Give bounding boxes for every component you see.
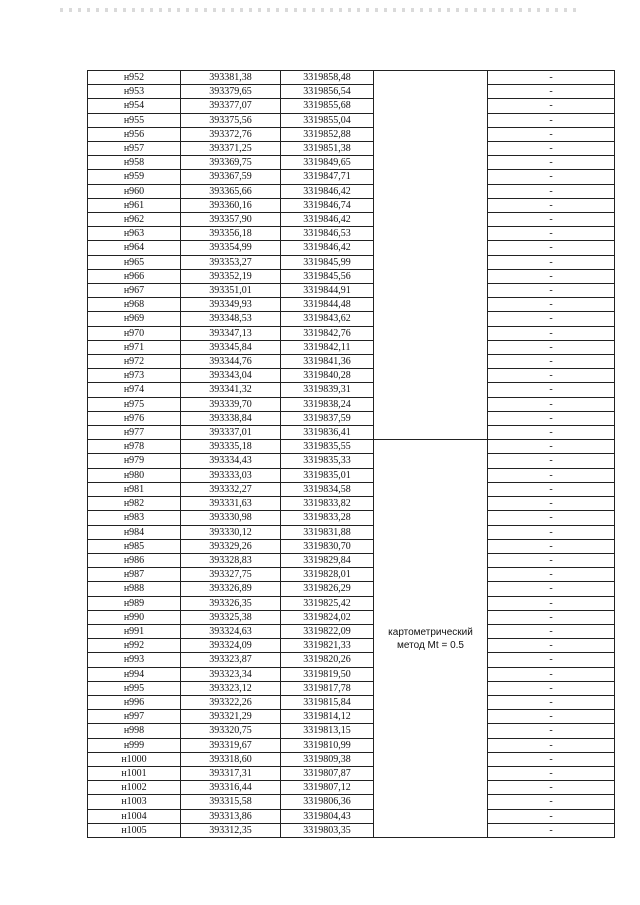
point-id-cell: н994 (88, 667, 181, 681)
y-coordinate-cell: 3319847,71 (281, 170, 374, 184)
error-value-cell: - (488, 695, 615, 709)
coordinates-table (87, 70, 615, 838)
x-coordinate-cell: 393341,32 (181, 383, 281, 397)
y-coordinate-cell: 3319846,74 (281, 198, 374, 212)
point-id-cell: н982 (88, 497, 181, 511)
y-coordinate-cell: 3319804,43 (281, 809, 374, 823)
error-value-cell: - (488, 667, 615, 681)
error-value-cell: - (488, 639, 615, 653)
y-coordinate-cell: 3319817,78 (281, 681, 374, 695)
error-value-cell: - (488, 440, 615, 454)
error-value-cell: - (488, 71, 615, 85)
x-coordinate-cell: 393356,18 (181, 227, 281, 241)
x-coordinate-cell: 393348,53 (181, 312, 281, 326)
error-value-cell: - (488, 355, 615, 369)
x-coordinate-cell: 393372,76 (181, 127, 281, 141)
point-id-cell: н961 (88, 198, 181, 212)
x-coordinate-cell: 393325,38 (181, 610, 281, 624)
error-value-cell: - (488, 326, 615, 340)
x-coordinate-cell: 393379,65 (181, 85, 281, 99)
x-coordinate-cell: 393324,09 (181, 639, 281, 653)
x-coordinate-cell: 393313,86 (181, 809, 281, 823)
point-id-cell: н962 (88, 213, 181, 227)
y-coordinate-cell: 3319803,35 (281, 823, 374, 837)
coordinates-table-body (88, 71, 615, 838)
point-id-cell: н972 (88, 355, 181, 369)
y-coordinate-cell: 3319824,02 (281, 610, 374, 624)
point-id-cell: н974 (88, 383, 181, 397)
y-coordinate-cell: 3319820,26 (281, 653, 374, 667)
error-value-cell: - (488, 99, 615, 113)
x-coordinate-cell: 393334,43 (181, 454, 281, 468)
table-row (88, 156, 615, 170)
table-row (88, 482, 615, 496)
table-row (88, 213, 615, 227)
error-value-cell: - (488, 653, 615, 667)
point-id-cell: н956 (88, 127, 181, 141)
y-coordinate-cell: 3319835,55 (281, 440, 374, 454)
error-value-cell: - (488, 681, 615, 695)
error-value-cell: - (488, 227, 615, 241)
point-id-cell: н983 (88, 511, 181, 525)
table-row (88, 440, 615, 454)
point-id-cell: н1001 (88, 766, 181, 780)
x-coordinate-cell: 393360,16 (181, 198, 281, 212)
y-coordinate-cell: 3319834,58 (281, 482, 374, 496)
error-value-cell: - (488, 568, 615, 582)
y-coordinate-cell: 3319858,48 (281, 71, 374, 85)
point-id-cell: н1002 (88, 781, 181, 795)
x-coordinate-cell: 393332,27 (181, 482, 281, 496)
y-coordinate-cell: 3319840,28 (281, 369, 374, 383)
method-cell-empty (374, 71, 488, 440)
table-row (88, 681, 615, 695)
method-label-line2: метод Mt = 0.5 (397, 639, 464, 651)
error-value-cell: - (488, 497, 615, 511)
table-row (88, 781, 615, 795)
y-coordinate-cell: 3319844,91 (281, 284, 374, 298)
table-row (88, 355, 615, 369)
table-row (88, 184, 615, 198)
error-value-cell: - (488, 184, 615, 198)
x-coordinate-cell: 393343,04 (181, 369, 281, 383)
y-coordinate-cell: 3319814,12 (281, 710, 374, 724)
y-coordinate-cell: 3319851,38 (281, 142, 374, 156)
x-coordinate-cell: 393331,63 (181, 497, 281, 511)
x-coordinate-cell: 393351,01 (181, 284, 281, 298)
error-value-cell: - (488, 298, 615, 312)
table-row (88, 369, 615, 383)
x-coordinate-cell: 393330,12 (181, 525, 281, 539)
point-id-cell: н992 (88, 639, 181, 653)
table-row (88, 766, 615, 780)
point-id-cell: н966 (88, 269, 181, 283)
table-row (88, 227, 615, 241)
y-coordinate-cell: 3319843,62 (281, 312, 374, 326)
error-value-cell: - (488, 511, 615, 525)
y-coordinate-cell: 3319838,24 (281, 397, 374, 411)
y-coordinate-cell: 3319842,11 (281, 340, 374, 354)
point-id-cell: н988 (88, 582, 181, 596)
point-id-cell: н989 (88, 596, 181, 610)
error-value-cell: - (488, 610, 615, 624)
x-coordinate-cell: 393375,56 (181, 113, 281, 127)
point-id-cell: н987 (88, 568, 181, 582)
error-value-cell: - (488, 795, 615, 809)
x-coordinate-cell: 393345,84 (181, 340, 281, 354)
point-id-cell: н953 (88, 85, 181, 99)
y-coordinate-cell: 3319810,99 (281, 738, 374, 752)
y-coordinate-cell: 3319826,29 (281, 582, 374, 596)
x-coordinate-cell: 393320,75 (181, 724, 281, 738)
point-id-cell: н980 (88, 468, 181, 482)
x-coordinate-cell: 393328,83 (181, 553, 281, 567)
y-coordinate-cell: 3319841,36 (281, 355, 374, 369)
y-coordinate-cell: 3319807,12 (281, 781, 374, 795)
point-id-cell: н971 (88, 340, 181, 354)
table-row (88, 454, 615, 468)
table-row (88, 795, 615, 809)
error-value-cell: - (488, 127, 615, 141)
point-id-cell: н952 (88, 71, 181, 85)
error-value-cell: - (488, 411, 615, 425)
table-row (88, 127, 615, 141)
point-id-cell: н965 (88, 255, 181, 269)
y-coordinate-cell: 3319822,09 (281, 624, 374, 638)
x-coordinate-cell: 393330,98 (181, 511, 281, 525)
error-value-cell: - (488, 781, 615, 795)
error-value-cell: - (488, 624, 615, 638)
x-coordinate-cell: 393327,75 (181, 568, 281, 582)
table-row (88, 198, 615, 212)
method-cell (374, 440, 488, 838)
point-id-cell: н957 (88, 142, 181, 156)
table-row (88, 724, 615, 738)
error-value-cell: - (488, 369, 615, 383)
error-value-cell: - (488, 340, 615, 354)
point-id-cell: н963 (88, 227, 181, 241)
table-row (88, 397, 615, 411)
y-coordinate-cell: 3319813,15 (281, 724, 374, 738)
y-coordinate-cell: 3319846,42 (281, 184, 374, 198)
table-row (88, 639, 615, 653)
y-coordinate-cell: 3319837,59 (281, 411, 374, 425)
point-id-cell: н975 (88, 397, 181, 411)
table-row (88, 170, 615, 184)
table-row (88, 468, 615, 482)
error-value-cell: - (488, 710, 615, 724)
error-value-cell: - (488, 752, 615, 766)
error-value-cell: - (488, 823, 615, 837)
table-row (88, 511, 615, 525)
table-row (88, 738, 615, 752)
x-coordinate-cell: 393324,63 (181, 624, 281, 638)
table-row (88, 284, 615, 298)
table-row (88, 610, 615, 624)
y-coordinate-cell: 3319855,04 (281, 113, 374, 127)
point-id-cell: н955 (88, 113, 181, 127)
point-id-cell: н967 (88, 284, 181, 298)
point-id-cell: н999 (88, 738, 181, 752)
x-coordinate-cell: 393335,18 (181, 440, 281, 454)
y-coordinate-cell: 3319849,65 (281, 156, 374, 170)
error-value-cell: - (488, 312, 615, 326)
x-coordinate-cell: 393365,66 (181, 184, 281, 198)
table-row (88, 553, 615, 567)
y-coordinate-cell: 3319819,50 (281, 667, 374, 681)
error-value-cell: - (488, 596, 615, 610)
error-value-cell: - (488, 383, 615, 397)
error-value-cell: - (488, 582, 615, 596)
table-row (88, 539, 615, 553)
point-id-cell: н958 (88, 156, 181, 170)
error-value-cell: - (488, 454, 615, 468)
point-id-cell: н968 (88, 298, 181, 312)
x-coordinate-cell: 393338,84 (181, 411, 281, 425)
error-value-cell: - (488, 738, 615, 752)
table-row (88, 596, 615, 610)
error-value-cell: - (488, 553, 615, 567)
point-id-cell: н973 (88, 369, 181, 383)
error-value-cell: - (488, 269, 615, 283)
table-row (88, 624, 615, 638)
table-row (88, 326, 615, 340)
y-coordinate-cell: 3319806,36 (281, 795, 374, 809)
y-coordinate-cell: 3319807,87 (281, 766, 374, 780)
error-value-cell: - (488, 766, 615, 780)
table-row (88, 568, 615, 582)
point-id-cell: н996 (88, 695, 181, 709)
y-coordinate-cell: 3319831,88 (281, 525, 374, 539)
x-coordinate-cell: 393369,75 (181, 156, 281, 170)
table-row (88, 99, 615, 113)
point-id-cell: н960 (88, 184, 181, 198)
point-id-cell: н954 (88, 99, 181, 113)
error-value-cell: - (488, 213, 615, 227)
x-coordinate-cell: 393377,07 (181, 99, 281, 113)
x-coordinate-cell: 393349,93 (181, 298, 281, 312)
point-id-cell: н1004 (88, 809, 181, 823)
point-id-cell: н969 (88, 312, 181, 326)
x-coordinate-cell: 393318,60 (181, 752, 281, 766)
x-coordinate-cell: 393323,87 (181, 653, 281, 667)
error-value-cell: - (488, 426, 615, 440)
x-coordinate-cell: 393352,19 (181, 269, 281, 283)
x-coordinate-cell: 393371,25 (181, 142, 281, 156)
x-coordinate-cell: 393316,44 (181, 781, 281, 795)
table-row (88, 653, 615, 667)
y-coordinate-cell: 3319833,28 (281, 511, 374, 525)
point-id-cell: н970 (88, 326, 181, 340)
scan-artifact-strip (60, 8, 580, 12)
y-coordinate-cell: 3319852,88 (281, 127, 374, 141)
point-id-cell: н976 (88, 411, 181, 425)
y-coordinate-cell: 3319842,76 (281, 326, 374, 340)
y-coordinate-cell: 3319839,31 (281, 383, 374, 397)
y-coordinate-cell: 3319825,42 (281, 596, 374, 610)
y-coordinate-cell: 3319846,53 (281, 227, 374, 241)
point-id-cell: н986 (88, 553, 181, 567)
point-id-cell: н979 (88, 454, 181, 468)
y-coordinate-cell: 3319828,01 (281, 568, 374, 582)
x-coordinate-cell: 393353,27 (181, 255, 281, 269)
table-row (88, 710, 615, 724)
point-id-cell: н981 (88, 482, 181, 496)
y-coordinate-cell: 3319829,84 (281, 553, 374, 567)
table-row (88, 411, 615, 425)
table-row (88, 113, 615, 127)
x-coordinate-cell: 393339,70 (181, 397, 281, 411)
table-row (88, 582, 615, 596)
x-coordinate-cell: 393333,03 (181, 468, 281, 482)
error-value-cell: - (488, 113, 615, 127)
y-coordinate-cell: 3319846,42 (281, 241, 374, 255)
point-id-cell: н959 (88, 170, 181, 184)
point-id-cell: н990 (88, 610, 181, 624)
x-coordinate-cell: 393329,26 (181, 539, 281, 553)
x-coordinate-cell: 393326,35 (181, 596, 281, 610)
y-coordinate-cell: 3319856,54 (281, 85, 374, 99)
error-value-cell: - (488, 397, 615, 411)
error-value-cell: - (488, 525, 615, 539)
table-row (88, 667, 615, 681)
error-value-cell: - (488, 482, 615, 496)
x-coordinate-cell: 393321,29 (181, 710, 281, 724)
x-coordinate-cell: 393326,89 (181, 582, 281, 596)
point-id-cell: н978 (88, 440, 181, 454)
x-coordinate-cell: 393344,76 (181, 355, 281, 369)
x-coordinate-cell: 393381,38 (181, 71, 281, 85)
point-id-cell: н997 (88, 710, 181, 724)
error-value-cell: - (488, 809, 615, 823)
point-id-cell: н984 (88, 525, 181, 539)
x-coordinate-cell: 393317,31 (181, 766, 281, 780)
error-value-cell: - (488, 255, 615, 269)
y-coordinate-cell: 3319836,41 (281, 426, 374, 440)
y-coordinate-cell: 3319845,56 (281, 269, 374, 283)
error-value-cell: - (488, 539, 615, 553)
error-value-cell: - (488, 156, 615, 170)
x-coordinate-cell: 393312,35 (181, 823, 281, 837)
point-id-cell: н964 (88, 241, 181, 255)
table-row (88, 340, 615, 354)
y-coordinate-cell: 3319855,68 (281, 99, 374, 113)
y-coordinate-cell: 3319815,84 (281, 695, 374, 709)
y-coordinate-cell: 3319844,48 (281, 298, 374, 312)
table-row (88, 383, 615, 397)
table-row (88, 142, 615, 156)
table-row (88, 752, 615, 766)
table-row (88, 695, 615, 709)
table-row (88, 269, 615, 283)
x-coordinate-cell: 393323,12 (181, 681, 281, 695)
table-row (88, 809, 615, 823)
y-coordinate-cell: 3319835,01 (281, 468, 374, 482)
error-value-cell: - (488, 724, 615, 738)
error-value-cell: - (488, 142, 615, 156)
y-coordinate-cell: 3319845,99 (281, 255, 374, 269)
error-value-cell: - (488, 198, 615, 212)
point-id-cell: н993 (88, 653, 181, 667)
method-label-line1: картометрический (388, 626, 473, 638)
x-coordinate-cell: 393319,67 (181, 738, 281, 752)
table-row (88, 255, 615, 269)
table-row (88, 71, 615, 85)
x-coordinate-cell: 393347,13 (181, 326, 281, 340)
error-value-cell: - (488, 170, 615, 184)
point-id-cell: н977 (88, 426, 181, 440)
table-row (88, 85, 615, 99)
y-coordinate-cell: 3319835,33 (281, 454, 374, 468)
x-coordinate-cell: 393337,01 (181, 426, 281, 440)
table-row (88, 823, 615, 837)
x-coordinate-cell: 393315,58 (181, 795, 281, 809)
y-coordinate-cell: 3319809,38 (281, 752, 374, 766)
error-value-cell: - (488, 85, 615, 99)
table-row (88, 426, 615, 440)
point-id-cell: н991 (88, 624, 181, 638)
x-coordinate-cell: 393354,99 (181, 241, 281, 255)
y-coordinate-cell: 3319821,33 (281, 639, 374, 653)
y-coordinate-cell: 3319830,70 (281, 539, 374, 553)
table-row (88, 241, 615, 255)
error-value-cell: - (488, 468, 615, 482)
y-coordinate-cell: 3319833,82 (281, 497, 374, 511)
table-row (88, 312, 615, 326)
point-id-cell: н1003 (88, 795, 181, 809)
table-row (88, 525, 615, 539)
point-id-cell: н998 (88, 724, 181, 738)
x-coordinate-cell: 393323,34 (181, 667, 281, 681)
point-id-cell: н1000 (88, 752, 181, 766)
x-coordinate-cell: 393357,90 (181, 213, 281, 227)
table-row (88, 298, 615, 312)
x-coordinate-cell: 393322,26 (181, 695, 281, 709)
table-row (88, 497, 615, 511)
point-id-cell: н985 (88, 539, 181, 553)
x-coordinate-cell: 393367,59 (181, 170, 281, 184)
error-value-cell: - (488, 284, 615, 298)
error-value-cell: - (488, 241, 615, 255)
point-id-cell: н1005 (88, 823, 181, 837)
point-id-cell: н995 (88, 681, 181, 695)
y-coordinate-cell: 3319846,42 (281, 213, 374, 227)
